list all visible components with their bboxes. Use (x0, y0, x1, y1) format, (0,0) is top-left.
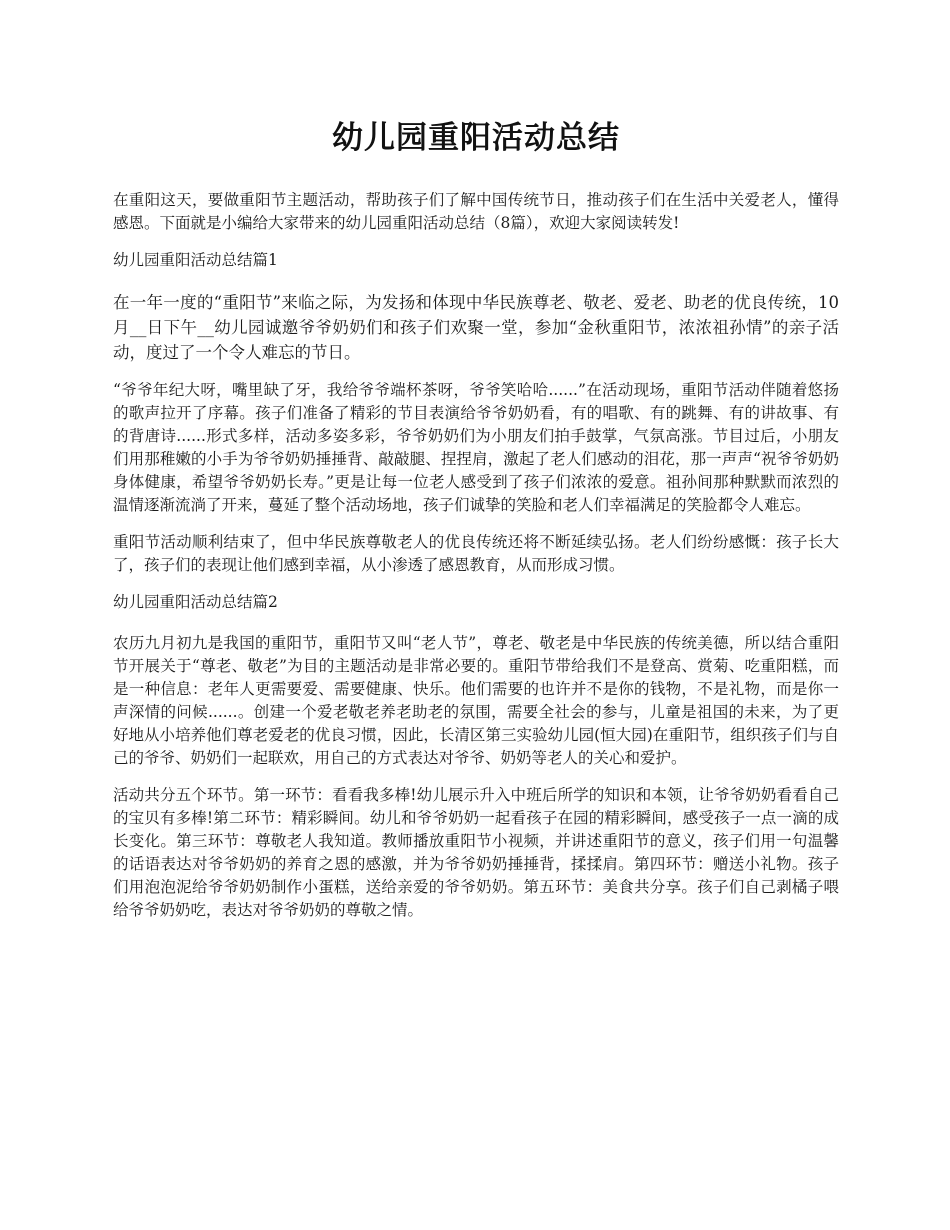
section-heading: 幼儿园重阳活动总结篇2 (113, 593, 278, 611)
page-title: 幼儿园重阳活动总结 (332, 120, 620, 156)
body-paragraph: “爷爷年纪大呀，嘴里缺了牙，我给爷爷端杯茶呀，爷爷笑哈哈......”在活动现场，重阳节活动伴随着悠扬的歌声拉开了序幕。孩子们准备了精彩的节目表演给爷爷奶奶看，有的唱歌、有的跳舞、有的讲故事、有的背唐诗......形式多样，活动多姿多彩，爷爷奶奶们为小朋友们拍手鼓掌，气氛高涨。节目过后，小朋友们用那稚嫩的小手为爷爷奶奶捶捶背、敲敲腿、捏捏肩，激起了老人们感动的泪花，那一声声“祝爷爷奶奶身体健康，希望爷爷奶奶长寿。”更是让每一位老人感受到了孩子们浓浓的爱意。祖孙间那种默默而浓烈的温情逐渐流淌了开来，蔓延了整个活动场地，孩子们诚挚的笑脸和老人们幸福满足的笑脸都令人难忘。 (113, 381, 839, 514)
intro-paragraph: 在重阳这天，要做重阳节主题活动，帮助孩子们了解中国传统节日，推动孩子们在生活中关爱老人，懂得感恩。下面就是小编给大家带来的幼儿园重阳活动总结（8篇），欢迎大家阅读转发! (113, 191, 839, 232)
document-page (113, 112, 839, 936)
body-paragraph: 在一年一度的“重阳节”来临之际，为发扬和体现中华民族尊老、敬老、爱老、助老的优良传统，10月__日下午__幼儿园诚邀爷爷奶奶们和孩子们欢聚一堂，参加“金秋重阳节，浓浓祖孙情”的亲子活动，度过了一个令人难忘的节日。 (113, 293, 839, 362)
section-2 (113, 591, 839, 922)
body-paragraph: 活动共分五个环节。第一环节：看看我多棒!幼儿展示升入中班后所学的知识和本领，让爷爷奶奶看看自己的宝贝有多棒!第二环节：精彩瞬间。幼儿和爷爷奶奶一起看孩子在园的精彩瞬间，感受孩子一点一滴的成长变化。第三环节：尊敬老人我知道。教师播放重阳节小视频，并讲述重阳节的意义，孩子们用一句温馨的话语表达对爷爷奶奶的养育之恩的感激，并为爷爷奶奶捶捶背，揉揉肩。第四环节：赠送小礼物。孩子们用泡泡泥给爷爷奶奶制作小蛋糕，送给亲爱的爷爷奶奶。第五环节：美食共分享。孩子们自己剥橘子喂给爷爷奶奶吃，表达对爷爷奶奶的尊敬之情。 (113, 786, 839, 919)
body-paragraph: 重阳节活动顺利结束了，但中华民族尊敬老人的优良传统还将不断延续弘扬。老人们纷纷感慨：孩子长大了，孩子们的表现让他们感到幸福，从小渗透了感恩教育，从而形成习惯。 (113, 533, 839, 574)
section-1 (113, 249, 839, 577)
section-heading: 幼儿园重阳活动总结篇1 (113, 251, 278, 269)
body-paragraph: 农历九月初九是我国的重阳节，重阳节又叫“老人节”，尊老、敬老是中华民族的传统美德，所以结合重阳节开展关于“尊老、敬老”为目的主题活动是非常必要的。重阳节带给我们不是登高、赏菊、吃重阳糕，而是一种信息：老年人更需要爱、需要健康、快乐。他们需要的也许并不是你的钱物，不是礼物，而是你一声深情的问候......。创建一个爱老敬老养老助老的氛围，需要全社会的参与，儿童是祖国的未来，为了更好地从小培养他们尊老爱老的优良习惯，因此，长清区第三实验幼儿园(恒大园)在重阳节，组织孩子们与自己的爷爷、奶奶们一起联欢，用自己的方式表达对爷爷、奶奶等老人的关心和爱护。 (113, 634, 839, 767)
